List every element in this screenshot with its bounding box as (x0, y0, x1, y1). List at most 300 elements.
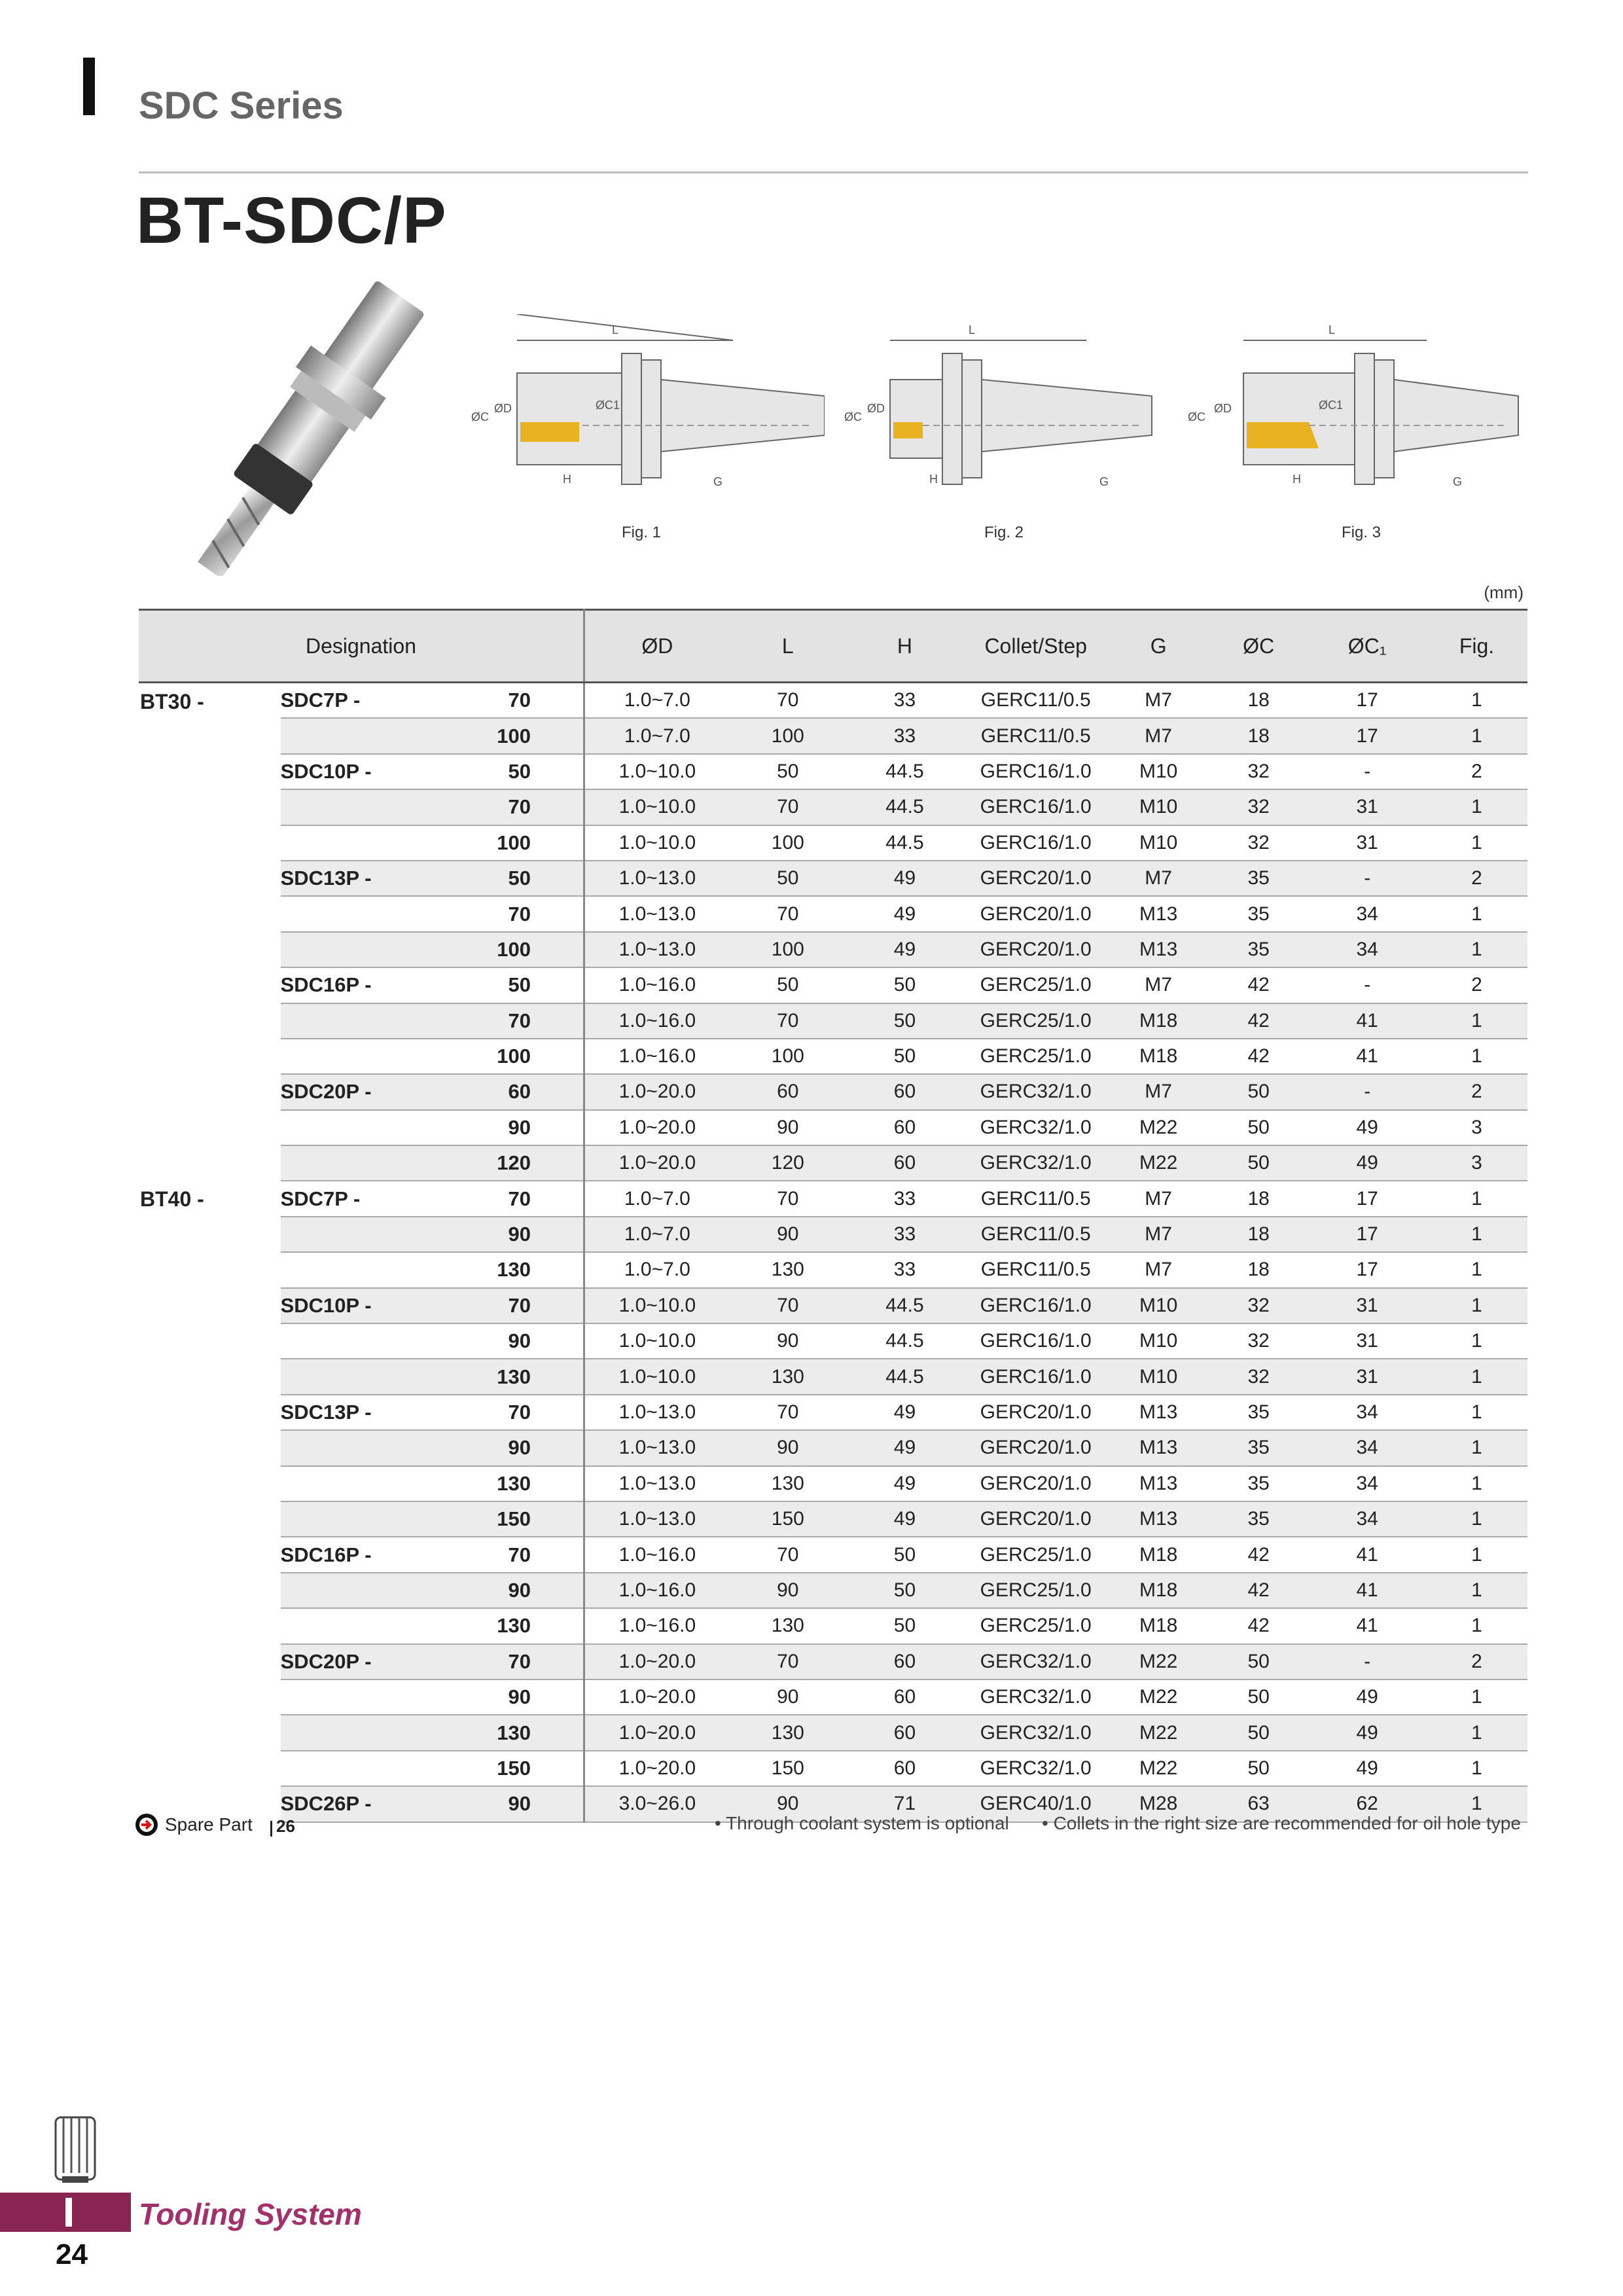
spare-part-page[interactable]: 26 (276, 1816, 295, 1836)
collet-step-cell: GERC11/0.5 (963, 1217, 1108, 1252)
series-cell (281, 1323, 393, 1359)
series-cell: SDC10P - (281, 754, 393, 789)
diameter-c1-cell: - (1308, 1644, 1426, 1679)
h-cell: 44.5 (846, 825, 963, 861)
fig-cell: 1 (1426, 789, 1527, 825)
diameter-c-cell: 42 (1209, 1039, 1308, 1074)
length-l-cell: 60 (730, 1074, 846, 1109)
h-cell: 44.5 (846, 1288, 963, 1323)
collet-step-cell: GERC25/1.0 (963, 967, 1108, 1003)
table-row (139, 1181, 1527, 1216)
diameter-c1-cell: 31 (1308, 1323, 1426, 1359)
fig-cell: 2 (1426, 754, 1527, 789)
diameter-d-cell: 1.0~13.0 (584, 861, 729, 896)
collet-step-cell: GERC11/0.5 (963, 718, 1108, 753)
fig-cell: 1 (1426, 1252, 1527, 1287)
g-cell: M10 (1108, 1288, 1209, 1323)
g-cell: M22 (1108, 1715, 1209, 1750)
table-row (139, 1430, 1527, 1465)
size-cell: 50 (393, 861, 584, 896)
diameter-c-cell: 50 (1209, 1715, 1308, 1750)
fig2-label-l: L (969, 323, 976, 336)
g-cell: M22 (1108, 1110, 1209, 1145)
footer-section-bar (65, 2198, 72, 2227)
table-row (139, 1288, 1527, 1323)
diameter-c1-cell: 62 (1308, 1786, 1426, 1821)
h-cell: 71 (846, 1786, 963, 1821)
diameter-c-cell: 18 (1209, 718, 1308, 753)
g-cell: M13 (1108, 1430, 1209, 1465)
length-l-cell: 70 (730, 1537, 846, 1572)
collet-step-cell: GERC11/0.5 (963, 1181, 1108, 1216)
header-fig: Fig. (1426, 610, 1527, 683)
size-cell: 100 (393, 718, 584, 753)
fig1-label-g: G (713, 475, 723, 488)
length-l-cell: 120 (730, 1145, 846, 1181)
table-row (139, 1608, 1527, 1643)
h-cell: 50 (846, 1573, 963, 1608)
size-cell: 70 (393, 1003, 584, 1039)
size-cell: 90 (393, 1110, 584, 1145)
g-cell: M13 (1108, 1395, 1209, 1430)
footer-section-label: Tooling System (139, 2197, 362, 2231)
figure-1-caption: Fig. 1 (622, 524, 662, 541)
fig-cell: 3 (1426, 1110, 1527, 1145)
fig-cell: 1 (1426, 683, 1527, 719)
table-row (139, 1501, 1527, 1537)
table-row (139, 1003, 1527, 1039)
header-diameter-d: ØD (584, 610, 729, 683)
length-l-cell: 50 (730, 754, 846, 789)
g-cell: M10 (1108, 825, 1209, 861)
h-cell: 50 (846, 1003, 963, 1039)
fig2-label-c: ØC (844, 410, 862, 423)
diameter-c1-cell: 49 (1308, 1715, 1426, 1750)
diameter-d-cell: 1.0~16.0 (584, 1003, 729, 1039)
diameter-c-cell: 50 (1209, 1074, 1308, 1109)
header-rule (139, 171, 1528, 173)
fig-cell: 1 (1426, 896, 1527, 931)
diameter-c1-cell: 49 (1308, 1110, 1426, 1145)
table-row (139, 1573, 1527, 1608)
size-cell: 130 (393, 1466, 584, 1501)
length-l-cell: 50 (730, 967, 846, 1003)
series-cell (281, 1110, 393, 1145)
size-cell: 70 (393, 1644, 584, 1679)
g-cell: M7 (1108, 1074, 1209, 1109)
fig-cell: 1 (1426, 1430, 1527, 1465)
series-cell: SDC7P - (281, 1181, 393, 1216)
g-cell: M13 (1108, 896, 1209, 931)
length-l-cell: 70 (730, 1395, 846, 1430)
h-cell: 33 (846, 683, 963, 719)
table-row (139, 718, 1527, 753)
diameter-c-cell: 32 (1209, 1323, 1308, 1359)
size-cell: 70 (393, 1395, 584, 1430)
diameter-c1-cell: 34 (1308, 896, 1426, 931)
length-l-cell: 70 (730, 683, 846, 719)
g-cell: M18 (1108, 1537, 1209, 1572)
table-row (139, 1751, 1527, 1786)
collet-step-cell: GERC25/1.0 (963, 1608, 1108, 1643)
diameter-d-cell: 1.0~20.0 (584, 1751, 729, 1786)
fig-cell: 2 (1426, 967, 1527, 1003)
diameter-c-cell: 32 (1209, 754, 1308, 789)
g-cell: M7 (1108, 967, 1209, 1003)
h-cell: 44.5 (846, 754, 963, 789)
series-cell: SDC7P - (281, 683, 393, 719)
fig-cell: 3 (1426, 1145, 1527, 1181)
fig-cell: 2 (1426, 1074, 1527, 1109)
fig-cell: 1 (1426, 718, 1527, 753)
diameter-c1-cell: 34 (1308, 1501, 1426, 1537)
table-row (139, 825, 1527, 861)
diameter-c1-cell: - (1308, 1074, 1426, 1109)
h-cell: 60 (846, 1715, 963, 1750)
header-g: G (1108, 610, 1209, 683)
diameter-c1-cell: 34 (1308, 1466, 1426, 1501)
diameter-d-cell: 1.0~16.0 (584, 1537, 729, 1572)
g-cell: M13 (1108, 1501, 1209, 1537)
size-cell: 100 (393, 1039, 584, 1074)
size-cell: 150 (393, 1501, 584, 1537)
section-marker-bar (83, 58, 95, 115)
diameter-c-cell: 35 (1209, 1501, 1308, 1537)
collet-step-cell: GERC25/1.0 (963, 1537, 1108, 1572)
h-cell: 33 (846, 718, 963, 753)
header-designation: Designation (139, 610, 584, 683)
collet-step-cell: GERC16/1.0 (963, 825, 1108, 861)
size-cell: 70 (393, 1181, 584, 1216)
size-cell: 130 (393, 1359, 584, 1394)
table-row (139, 1395, 1527, 1430)
collet-step-cell: GERC20/1.0 (963, 1430, 1108, 1465)
fig1-label-h: H (563, 473, 571, 486)
length-l-cell: 70 (730, 789, 846, 825)
size-cell: 130 (393, 1715, 584, 1750)
series-cell (281, 1466, 393, 1501)
diameter-c1-cell: 17 (1308, 683, 1426, 719)
product-title: BT-SDC/P (136, 184, 447, 257)
tool-holder-photo (147, 275, 474, 576)
table-row (139, 861, 1527, 896)
length-l-cell: 130 (730, 1715, 846, 1750)
fig-cell: 1 (1426, 1181, 1527, 1216)
diameter-c1-cell: 17 (1308, 718, 1426, 753)
series-cell (281, 825, 393, 861)
header-collet-step: Collet/Step (963, 610, 1108, 683)
diameter-d-cell: 1.0~10.0 (584, 1323, 729, 1359)
diameter-c-cell: 50 (1209, 1145, 1308, 1181)
h-cell: 49 (846, 1430, 963, 1465)
fig3-label-d: ØD (1214, 402, 1232, 415)
diameter-d-cell: 1.0~10.0 (584, 789, 729, 825)
diameter-c1-cell: - (1308, 861, 1426, 896)
diameter-d-cell: 1.0~10.0 (584, 754, 729, 789)
fig-cell: 1 (1426, 932, 1527, 967)
g-cell: M18 (1108, 1039, 1209, 1074)
series-cell: SDC20P - (281, 1074, 393, 1109)
h-cell: 44.5 (846, 789, 963, 825)
fig3-label-l: L (1329, 323, 1336, 336)
size-cell: 70 (393, 683, 584, 719)
table-row (139, 1715, 1527, 1750)
diameter-d-cell: 1.0~20.0 (584, 1679, 729, 1715)
h-cell: 60 (846, 1074, 963, 1109)
diameter-c1-cell: 17 (1308, 1181, 1426, 1216)
length-l-cell: 100 (730, 932, 846, 967)
diameter-c1-cell: 41 (1308, 1573, 1426, 1608)
length-l-cell: 50 (730, 861, 846, 896)
diameter-c-cell: 35 (1209, 1466, 1308, 1501)
header-length-l: L (730, 610, 846, 683)
h-cell: 33 (846, 1252, 963, 1287)
diameter-d-cell: 1.0~13.0 (584, 1501, 729, 1537)
g-cell: M22 (1108, 1679, 1209, 1715)
table-row (139, 1217, 1527, 1252)
series-cell: SDC10P - (281, 1288, 393, 1323)
g-cell: M10 (1108, 754, 1209, 789)
figure-3-caption: Fig. 3 (1342, 524, 1382, 541)
length-l-cell: 130 (730, 1608, 846, 1643)
size-cell: 90 (393, 1786, 584, 1821)
collet-step-cell: GERC25/1.0 (963, 1573, 1108, 1608)
diameter-c-cell: 32 (1209, 825, 1308, 861)
series-cell: SDC20P - (281, 1644, 393, 1679)
g-cell: M10 (1108, 1323, 1209, 1359)
fig-cell: 1 (1426, 1537, 1527, 1572)
h-cell: 50 (846, 967, 963, 1003)
collet-step-cell: GERC32/1.0 (963, 1644, 1108, 1679)
length-l-cell: 90 (730, 1679, 846, 1715)
series-cell: SDC13P - (281, 1395, 393, 1430)
fig1-label-c1: ØC1 (596, 399, 620, 412)
series-cell: SDC16P - (281, 967, 393, 1003)
diameter-c-cell: 63 (1209, 1786, 1308, 1821)
length-l-cell: 70 (730, 1288, 846, 1323)
diameter-c-cell: 42 (1209, 967, 1308, 1003)
diameter-c-cell: 32 (1209, 1288, 1308, 1323)
h-cell: 50 (846, 1608, 963, 1643)
diameter-c1-cell: - (1308, 967, 1426, 1003)
length-l-cell: 130 (730, 1466, 846, 1501)
g-cell: M18 (1108, 1573, 1209, 1608)
series-cell (281, 1359, 393, 1394)
fig-cell: 1 (1426, 1501, 1527, 1537)
fig2-label-g: G (1099, 475, 1109, 488)
figure-2-caption: Fig. 2 (984, 524, 1024, 541)
h-cell: 33 (846, 1217, 963, 1252)
length-l-cell: 90 (730, 1430, 846, 1465)
size-cell: 50 (393, 754, 584, 789)
diameter-d-cell: 1.0~13.0 (584, 896, 729, 931)
size-cell: 100 (393, 825, 584, 861)
g-cell: M7 (1108, 861, 1209, 896)
h-cell: 49 (846, 1466, 963, 1501)
series-cell (281, 1751, 393, 1786)
g-cell: M10 (1108, 1359, 1209, 1394)
diameter-d-cell: 1.0~10.0 (584, 1288, 729, 1323)
table-row (139, 1644, 1527, 1679)
series-cell (281, 1003, 393, 1039)
fig-cell: 1 (1426, 1786, 1527, 1821)
collet-step-cell: GERC20/1.0 (963, 932, 1108, 967)
series-cell (281, 1217, 393, 1252)
diameter-d-cell: 1.0~16.0 (584, 1573, 729, 1608)
g-cell: M22 (1108, 1145, 1209, 1181)
series-cell (281, 1679, 393, 1715)
series-cell (281, 718, 393, 753)
series-cell (281, 1501, 393, 1537)
diameter-c-cell: 32 (1209, 789, 1308, 825)
collet-step-cell: GERC32/1.0 (963, 1145, 1108, 1181)
h-cell: 60 (846, 1679, 963, 1715)
table-row (139, 1359, 1527, 1394)
fig3-label-g: G (1453, 475, 1463, 488)
g-cell: M18 (1108, 1608, 1209, 1643)
g-cell: M13 (1108, 932, 1209, 967)
collet-step-cell: GERC11/0.5 (963, 683, 1108, 719)
diameter-c1-cell: 41 (1308, 1608, 1426, 1643)
diameter-c1-cell: 49 (1308, 1751, 1426, 1786)
h-cell: 49 (846, 1501, 963, 1537)
diameter-c1-cell: 34 (1308, 1395, 1426, 1430)
series-cell: SDC16P - (281, 1537, 393, 1572)
diameter-c1-cell: 41 (1308, 1039, 1426, 1074)
spare-part-link[interactable]: Spare Part (165, 1814, 253, 1835)
fig-cell: 2 (1426, 1644, 1527, 1679)
g-cell: M7 (1108, 683, 1209, 719)
fig-cell: 1 (1426, 1573, 1527, 1608)
diameter-c1-cell: 31 (1308, 825, 1426, 861)
collet-step-cell: GERC20/1.0 (963, 1395, 1108, 1430)
diameter-c-cell: 42 (1209, 1003, 1308, 1039)
table-row (139, 967, 1527, 1003)
series-cell (281, 1039, 393, 1074)
size-cell: 50 (393, 967, 584, 1003)
series-cell (281, 896, 393, 931)
table-row (139, 896, 1527, 931)
length-l-cell: 100 (730, 1039, 846, 1074)
diameter-c-cell: 35 (1209, 896, 1308, 931)
fig-cell: 1 (1426, 825, 1527, 861)
size-cell: 90 (393, 1217, 584, 1252)
diameter-c1-cell: 31 (1308, 789, 1426, 825)
g-cell: M7 (1108, 1252, 1209, 1287)
figure-1-drawing (458, 314, 825, 504)
fig-cell: 1 (1426, 1679, 1527, 1715)
collet-step-cell: GERC20/1.0 (963, 861, 1108, 896)
length-l-cell: 90 (730, 1786, 846, 1821)
length-l-cell: 90 (730, 1217, 846, 1252)
diameter-c1-cell: 41 (1308, 1537, 1426, 1572)
h-cell: 49 (846, 896, 963, 931)
spare-page-divider (270, 1821, 272, 1837)
length-l-cell: 70 (730, 896, 846, 931)
length-l-cell: 150 (730, 1751, 846, 1786)
fig3-label-c1: ØC1 (1319, 399, 1344, 412)
note-collets: • Collets in the right size are recommended for oil hole type (1042, 1813, 1521, 1833)
header-diameter-c: ØC (1209, 610, 1308, 683)
collet-step-cell: GERC32/1.0 (963, 1715, 1108, 1750)
size-cell: 70 (393, 1288, 584, 1323)
collet-step-cell: GERC16/1.0 (963, 754, 1108, 789)
fig-cell: 1 (1426, 1359, 1527, 1394)
size-cell: 90 (393, 1573, 584, 1608)
diameter-d-cell: 1.0~7.0 (584, 1217, 729, 1252)
figure-2-drawing (838, 314, 1165, 504)
size-cell: 130 (393, 1252, 584, 1287)
diameter-d-cell: 3.0~26.0 (584, 1786, 729, 1821)
length-l-cell: 70 (730, 1644, 846, 1679)
diameter-c-cell: 42 (1209, 1608, 1308, 1643)
diameter-c1-cell: 17 (1308, 1217, 1426, 1252)
size-cell: 90 (393, 1430, 584, 1465)
fig-cell: 1 (1426, 1395, 1527, 1430)
g-cell: M18 (1108, 1003, 1209, 1039)
diameter-c-cell: 42 (1209, 1573, 1308, 1608)
fig-cell: 1 (1426, 1003, 1527, 1039)
length-l-cell: 90 (730, 1110, 846, 1145)
diameter-d-cell: 1.0~16.0 (584, 1039, 729, 1074)
collet-step-cell: GERC16/1.0 (963, 789, 1108, 825)
h-cell: 44.5 (846, 1359, 963, 1394)
size-cell: 70 (393, 1537, 584, 1572)
collet-step-cell: GERC11/0.5 (963, 1252, 1108, 1287)
diameter-d-cell: 1.0~13.0 (584, 1395, 729, 1430)
diameter-c-cell: 18 (1209, 1217, 1308, 1252)
h-cell: 50 (846, 1537, 963, 1572)
diameter-d-cell: 1.0~10.0 (584, 1359, 729, 1394)
g-cell: M22 (1108, 1751, 1209, 1786)
diameter-c1-cell: 49 (1308, 1679, 1426, 1715)
diameter-d-cell: 1.0~7.0 (584, 683, 729, 719)
table-row (139, 932, 1527, 967)
size-cell: 120 (393, 1145, 584, 1181)
fig1-label-c: ØC (471, 410, 489, 423)
series-cell (281, 1573, 393, 1608)
diameter-c1-cell: 31 (1308, 1359, 1426, 1394)
header-diameter-c1: ØC₁ (1308, 610, 1426, 683)
machine-label: BT40 - (140, 1187, 204, 1211)
diameter-c-cell: 42 (1209, 1537, 1308, 1572)
size-cell: 60 (393, 1074, 584, 1109)
header-h: H (846, 610, 963, 683)
diameter-c1-cell: 49 (1308, 1145, 1426, 1181)
collet-step-cell: GERC32/1.0 (963, 1751, 1108, 1786)
collet-step-cell: GERC20/1.0 (963, 1501, 1108, 1537)
page-number: 24 (56, 2238, 88, 2270)
series-cell: SDC13P - (281, 861, 393, 896)
diameter-c-cell: 50 (1209, 1644, 1308, 1679)
h-cell: 49 (846, 932, 963, 967)
fig2-label-h: H (929, 473, 938, 486)
diameter-d-cell: 1.0~13.0 (584, 1430, 729, 1465)
table-header-row (139, 610, 1527, 683)
table-row (139, 1679, 1527, 1715)
diameter-d-cell: 1.0~13.0 (584, 932, 729, 967)
size-cell: 150 (393, 1751, 584, 1786)
fig-cell: 1 (1426, 1715, 1527, 1750)
size-cell: 100 (393, 932, 584, 967)
diameter-d-cell: 1.0~13.0 (584, 1466, 729, 1501)
series-cell: SDC26P - (281, 1786, 393, 1821)
spec-table (139, 609, 1527, 1823)
diameter-c-cell: 50 (1209, 1110, 1308, 1145)
diameter-d-cell: 1.0~20.0 (584, 1145, 729, 1181)
table-row (139, 1145, 1527, 1181)
collet-icon (46, 2111, 105, 2186)
